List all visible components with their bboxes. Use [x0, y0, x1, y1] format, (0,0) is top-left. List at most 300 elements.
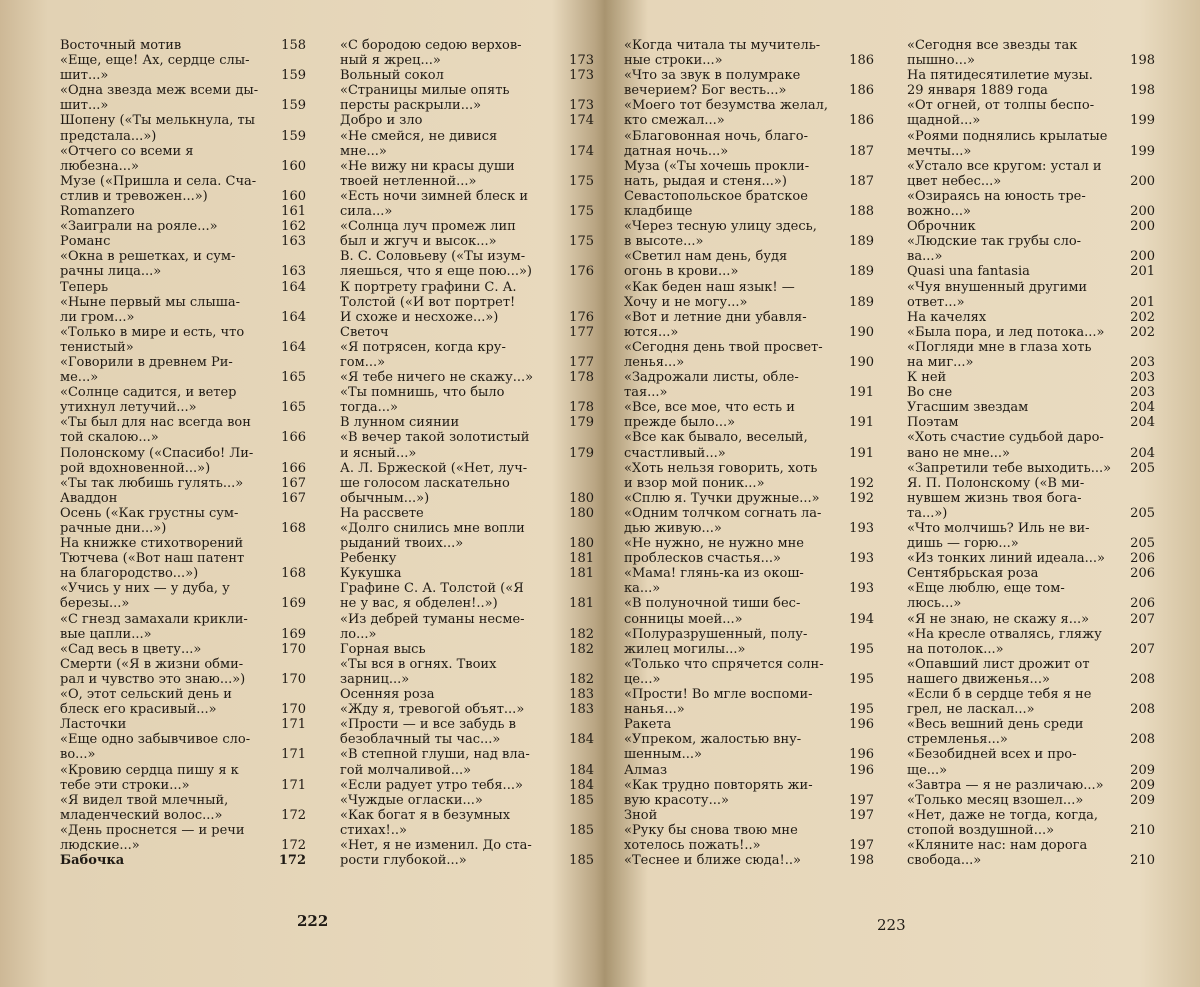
entry-page-number: 181	[569, 551, 594, 567]
entry-page-number: 188	[849, 204, 874, 220]
entry-page-number: 192	[849, 490, 874, 506]
entry-title: Смерти («Я в жизни обми- рал и чувство это знаю...»)	[60, 656, 246, 687]
index-entry	[907, 38, 1155, 68]
entry-page-number: 191	[849, 415, 874, 431]
entry-title: Графине С. А. Толстой («Я не у вас, я обделен!..»)	[340, 581, 524, 612]
entry-page-number: 208	[1130, 671, 1155, 687]
index-entry	[624, 68, 874, 98]
entry-page-number: 196	[849, 762, 874, 778]
entry-title: «В степной глуши, над вла- гой молчаливой...»	[340, 747, 530, 778]
entry-title: «Озираясь на юность тре- вожно...»	[907, 188, 1086, 220]
index-entry	[340, 566, 594, 581]
index-entry	[340, 219, 594, 249]
entry-page-number: 174	[569, 113, 594, 129]
entry-title: «Завтра — я не различаю...»	[907, 777, 1104, 793]
index-entry	[624, 189, 874, 219]
index-entry	[907, 838, 1155, 868]
entry-title: Добро и зло	[340, 113, 423, 129]
entry-page-number: 203	[1130, 354, 1155, 370]
entry-title: Угасшим звездам	[907, 400, 1029, 416]
entry-page-number: 187	[849, 143, 874, 159]
entry-title: «Не вижу ни красы души твоей нетленной...»	[340, 158, 515, 189]
entry-title: На качелях	[907, 309, 987, 325]
entry-title: «Одним толчком согнать ла- дью живую...»	[624, 505, 822, 536]
index-entry	[340, 68, 594, 83]
entry-title: «Теснее и ближе сюда!..»	[624, 853, 801, 869]
index-entry	[907, 400, 1155, 415]
index-entry	[624, 491, 874, 506]
entry-title: «Через тесную улицу здесь, в высоте...»	[624, 219, 817, 250]
index-entry	[60, 491, 306, 506]
entry-title: «Весь вешний день среди стремленья...»	[907, 717, 1084, 748]
index-entry	[907, 627, 1155, 657]
entry-title: «Чуждые огласки...»	[340, 792, 483, 808]
entry-page-number: 197	[849, 837, 874, 853]
entry-page-number: 175	[569, 173, 594, 189]
index-entry	[60, 174, 306, 204]
index-entry	[907, 566, 1155, 581]
entry-page-number: 160	[281, 158, 306, 174]
entry-title: «От огней, от толпы беспо- щадной...»	[907, 98, 1095, 129]
entry-page-number: 182	[569, 671, 594, 687]
index-entry	[624, 430, 874, 460]
index-entry	[60, 717, 306, 732]
entry-page-number: 175	[569, 204, 594, 220]
entry-title: «Светил нам день, будя огонь в крови...»	[624, 249, 788, 280]
entry-title: Quasi una fantasia	[907, 264, 1030, 280]
entry-page-number: 176	[569, 264, 594, 280]
index-entry	[907, 385, 1155, 400]
entry-title: «Кляните нас: нам дорога свобода...»	[907, 837, 1088, 869]
index-entry	[624, 853, 874, 868]
index-entry	[340, 642, 594, 657]
entry-page-number: 180	[569, 536, 594, 552]
entry-page-number: 189	[849, 234, 874, 250]
index-entry	[60, 144, 306, 174]
index-entry	[624, 657, 874, 687]
entry-page-number: 195	[849, 641, 874, 657]
entry-page-number: 178	[569, 400, 594, 416]
entry-page-number: 198	[1130, 53, 1155, 69]
entry-page-number: 209	[1130, 792, 1155, 808]
entry-title: Romanzero	[60, 204, 135, 220]
index-entry	[907, 521, 1155, 551]
entry-title: «Ты помнишь, что было тогда...»	[340, 385, 505, 416]
index-entry	[624, 280, 874, 310]
index-entry	[340, 38, 594, 68]
index-entry	[907, 310, 1155, 325]
entry-title: Ракета	[624, 717, 672, 733]
entry-title: «Ты так любишь гулять...»	[60, 475, 244, 491]
entry-page-number: 158	[281, 38, 306, 53]
entry-page-number: 185	[569, 822, 594, 838]
entry-title: «Моего тот безумства желал, кто смежал...»	[624, 98, 828, 129]
entry-title: «Ты был для нас всегда вон той скалою...»	[60, 415, 251, 446]
entry-page-number: 173	[569, 98, 594, 114]
index-entry	[60, 38, 306, 53]
entry-title: «День проснется — и речи людские...»	[60, 822, 245, 853]
index-entry	[60, 823, 306, 853]
entry-title: «Учись у них — у дуба, у березы...»	[60, 581, 230, 612]
entry-page-number: 161	[281, 204, 306, 220]
entry-title: «Отчего со всеми я любезна...»	[60, 143, 194, 174]
index-entry	[60, 476, 306, 491]
index-entry	[340, 129, 594, 159]
entry-page-number: 200	[1130, 204, 1155, 220]
entry-page-number: 195	[849, 671, 874, 687]
entry-page-number: 207	[1130, 611, 1155, 627]
index-entry	[60, 732, 306, 762]
entry-title: «Если радует утро тебя...»	[340, 777, 523, 793]
entry-title: Муза («Ты хочешь прокли- нать, рыдая и стеня...»)	[624, 158, 810, 189]
entry-title: «Только что спрячется солн- це...»	[624, 656, 824, 687]
entry-title: «Жду я, тревогой объят...»	[340, 702, 525, 718]
index-entry	[340, 687, 594, 702]
entry-page-number: 179	[569, 445, 594, 461]
entry-page-number: 196	[849, 717, 874, 733]
entry-title: «Что молчишь? Иль не ви- дишь — горю...»	[907, 521, 1090, 552]
index-entry	[907, 189, 1155, 219]
entry-title: «Не нужно, не нужно мне проблесков счастья...»	[624, 536, 805, 567]
entry-title: «Заиграли на рояле...»	[60, 219, 218, 235]
entry-page-number: 181	[569, 566, 594, 582]
entry-page-number: 182	[569, 641, 594, 657]
right-page	[622, 38, 1157, 968]
index-entry	[340, 717, 594, 747]
index-entry	[624, 370, 874, 400]
entry-title: Шопену («Ты мелькнула, ты предстала...»)	[60, 113, 256, 144]
entry-title: «Если б в сердце тебя я не грел, не ласкал...»	[907, 687, 1092, 718]
index-entry	[907, 129, 1155, 159]
index-entry	[60, 280, 306, 295]
entry-title: Алмаз	[624, 762, 668, 778]
entry-title: «Все как бывало, веселый, счастливый...»	[624, 430, 808, 461]
index-entry	[624, 778, 874, 808]
index-entry	[340, 793, 594, 808]
entry-title: Светоч	[340, 324, 389, 340]
index-entry	[624, 340, 874, 370]
index-entry	[60, 853, 306, 868]
entry-page-number: 172	[278, 853, 306, 869]
index-entry	[907, 717, 1155, 747]
index-entry	[340, 506, 594, 521]
entry-page-number: 167	[281, 475, 306, 491]
index-entry	[340, 551, 594, 566]
entry-title: Поэтам	[907, 415, 959, 431]
index-entry	[907, 551, 1155, 566]
entry-title: «С гнезд замахали крикли- вые цапли...»	[60, 611, 248, 642]
entry-title: «Нет, я не изменил. До ста- рости глубокой...»	[340, 837, 532, 869]
entry-title: «Страницы милые опять персты раскрыли...»	[340, 83, 510, 114]
index-entry	[340, 581, 594, 611]
index-entry	[907, 415, 1155, 430]
entry-title: Осенняя роза	[340, 687, 435, 703]
index-entry	[624, 310, 874, 340]
index-entry	[624, 763, 874, 778]
entry-title: «Я потрясен, когда кру- гом...»	[340, 339, 506, 370]
index-entry	[624, 596, 874, 626]
entry-page-number: 164	[281, 309, 306, 325]
entry-title: «Вот и летние дни убавля- ются...»	[624, 309, 807, 340]
entry-page-number: 191	[849, 445, 874, 461]
index-entry	[624, 536, 874, 566]
entry-page-number: 169	[281, 596, 306, 612]
entry-page-number: 173	[569, 53, 594, 69]
entry-title: «Хоть нельзя говорить, хоть и взор мой поник...»	[624, 460, 818, 491]
index-entry	[907, 747, 1155, 777]
index-entry	[907, 808, 1155, 838]
index-entry	[60, 612, 306, 642]
entry-title: «Руку бы снова твою мне хотелось пожать!..»	[624, 822, 798, 853]
entry-title: Аваддон	[60, 490, 118, 506]
entry-page-number: 183	[569, 702, 594, 718]
entry-page-number: 199	[1130, 143, 1155, 159]
entry-title: «Я видел твой млечный, младенческий волос...»	[60, 792, 229, 823]
entry-page-number: 163	[281, 264, 306, 280]
index-entry	[60, 325, 306, 355]
index-entry	[340, 415, 594, 430]
entry-page-number: 171	[281, 747, 306, 763]
right-page-number: 223	[877, 916, 906, 934]
entry-page-number: 194	[849, 611, 874, 627]
entry-page-number: 189	[849, 264, 874, 280]
index-entry	[60, 581, 306, 611]
entry-title: «Погляди мне в глаза хоть на миг...»	[907, 339, 1092, 370]
entry-title: Бабочка	[60, 853, 125, 869]
entry-title: «Полуразрушенный, полу- жилец могилы...»	[624, 626, 808, 657]
index-entry	[340, 83, 594, 113]
entry-title: На рассвете	[340, 505, 424, 521]
index-entry	[624, 400, 874, 430]
left-page	[52, 38, 600, 968]
entry-title: Полонскому («Спасибо! Ли- рой вдохновенной...»)	[60, 445, 254, 476]
entry-title: Ребенку	[340, 551, 397, 567]
entry-title: В. С. Соловьеву («Ты изум- ляешься, что я еще пою...»)	[340, 249, 532, 280]
index-entry	[624, 461, 874, 491]
entry-page-number: 206	[1130, 596, 1155, 612]
index-entry	[340, 249, 594, 279]
entry-title: «Еще, еще! Ах, сердце слы- шит...»	[60, 53, 250, 84]
entry-title: Кукушка	[340, 566, 402, 582]
entry-title: Восточный мотив	[60, 38, 182, 53]
index-entry	[907, 234, 1155, 264]
entry-page-number: 199	[1130, 113, 1155, 129]
entry-page-number: 159	[281, 68, 306, 84]
index-entry	[907, 612, 1155, 627]
entry-title: «Задрожали листы, обле- тая...»	[624, 370, 799, 401]
entry-page-number: 163	[281, 234, 306, 250]
index-entry	[907, 461, 1155, 476]
entry-title: «Прости — и все забудь в безоблачный ты час...»	[340, 717, 516, 748]
index-entry	[60, 219, 306, 234]
entry-page-number: 185	[569, 792, 594, 808]
index-entry	[60, 415, 306, 445]
entry-title: Сентябрьская роза	[907, 566, 1039, 582]
entry-page-number: 208	[1130, 702, 1155, 718]
index-entry	[340, 461, 594, 506]
entry-page-number: 196	[849, 747, 874, 763]
entry-page-number: 178	[569, 370, 594, 386]
entry-title: «Из тонких линий идеала...»	[907, 551, 1105, 567]
entry-title: «С бородою седою верхов- ный я жрец...»	[340, 38, 522, 69]
index-entry	[907, 778, 1155, 793]
entry-title: «Я не знаю, не скажу я...»	[907, 611, 1090, 627]
entry-page-number: 177	[569, 324, 594, 340]
entry-page-number: 171	[281, 717, 306, 733]
entry-title: «Только в мире и есть, что тенистый»	[60, 324, 245, 355]
entry-page-number: 186	[849, 53, 874, 69]
index-entry	[624, 732, 874, 762]
index-entry	[907, 98, 1155, 128]
index-entry	[907, 159, 1155, 189]
index-entry	[907, 370, 1155, 385]
index-entry	[60, 446, 306, 476]
entry-page-number: 208	[1130, 732, 1155, 748]
entry-page-number: 190	[849, 354, 874, 370]
entry-title: «Когда читала ты мучитель- ные строки...»	[624, 38, 821, 69]
left-page-column-2	[340, 38, 594, 868]
index-entry	[907, 793, 1155, 808]
entry-title: «Ты вся в огнях. Твоих зарниц...»	[340, 656, 497, 687]
index-entry	[340, 385, 594, 415]
entry-page-number: 192	[849, 475, 874, 491]
entry-page-number: 180	[569, 490, 594, 506]
entry-page-number: 179	[569, 415, 594, 431]
index-entry	[907, 581, 1155, 611]
entry-page-number: 170	[281, 641, 306, 657]
index-entry	[624, 687, 874, 717]
entry-title: Музе («Пришла и села. Сча- стлив и тревожен...»)	[60, 173, 257, 204]
entry-title: «Еще люблю, еще том- люсь...»	[907, 581, 1065, 612]
index-entry	[60, 657, 306, 687]
index-entry	[907, 280, 1155, 310]
index-entry	[907, 657, 1155, 687]
entry-page-number: 205	[1130, 536, 1155, 552]
entry-page-number: 203	[1130, 370, 1155, 386]
index-entry	[340, 521, 594, 551]
entry-page-number: 159	[281, 98, 306, 114]
entry-page-number: 205	[1130, 460, 1155, 476]
entry-page-number: 190	[849, 324, 874, 340]
index-entry	[60, 385, 306, 415]
entry-page-number: 198	[1130, 83, 1155, 99]
index-entry	[60, 53, 306, 83]
entry-title: «Есть ночи зимней блеск и сила...»	[340, 188, 529, 220]
entry-page-number: 203	[1130, 385, 1155, 401]
entry-page-number: 187	[849, 173, 874, 189]
entry-title: Теперь	[60, 279, 109, 295]
entry-title: «Как трудно повторять жи- вую красоту...»	[624, 777, 813, 808]
entry-title: «Ныне первый мы слыша- ли гром...»	[60, 294, 240, 325]
entry-title: Оброчник	[907, 219, 976, 235]
entry-title: К портрету графини С. А. Толстой («И вот портрет! И схоже и несхоже...»)	[340, 279, 517, 325]
entry-title: В лунном сиянии	[340, 415, 460, 431]
index-entry	[624, 566, 874, 596]
entry-title: «Сегодня день твой просвет- ленья...»	[624, 339, 823, 370]
entry-title: Во сне	[907, 385, 953, 401]
index-entry	[624, 98, 874, 128]
index-entry	[60, 249, 306, 279]
entry-page-number: 170	[281, 671, 306, 687]
entry-title: «Запретили тебе выходить...»	[907, 460, 1112, 476]
entry-page-number: 198	[849, 853, 874, 869]
entry-title: «Прости! Во мгле воспоми- нанья...»	[624, 687, 813, 718]
index-entry	[60, 536, 306, 581]
entry-title: «Как богат я в безумных стихах!..»	[340, 807, 511, 838]
entry-page-number: 201	[1130, 294, 1155, 310]
entry-page-number: 176	[569, 309, 594, 325]
entry-page-number: 204	[1130, 415, 1155, 431]
left-page-column-1	[60, 38, 306, 868]
entry-title: Вольный сокол	[340, 68, 444, 84]
entry-title: «Опавший лист дрожит от нашего движенья...»	[907, 656, 1090, 687]
entry-page-number: 166	[281, 460, 306, 476]
index-entry	[624, 717, 874, 732]
index-entry	[60, 763, 306, 793]
index-entry	[340, 838, 594, 868]
entry-title: На книжке стихотворений Тютчева («Вот наш патент на благородство...»)	[60, 536, 245, 582]
index-entry	[907, 430, 1155, 460]
entry-page-number: 182	[569, 626, 594, 642]
entry-page-number: 166	[281, 430, 306, 446]
entry-page-number: 200	[1130, 173, 1155, 189]
entry-page-number: 200	[1130, 219, 1155, 235]
index-entry	[340, 612, 594, 642]
entry-title: «Была пора, и лед потока...»	[907, 324, 1105, 340]
entry-page-number: 193	[849, 551, 874, 567]
index-entry	[907, 325, 1155, 340]
index-entry	[340, 325, 594, 340]
index-entry	[907, 219, 1155, 234]
index-entry	[60, 642, 306, 657]
entry-page-number: 209	[1130, 762, 1155, 778]
index-entry	[340, 370, 594, 385]
entry-page-number: 164	[281, 339, 306, 355]
entry-page-number: 186	[849, 113, 874, 129]
index-entry	[340, 189, 594, 219]
entry-title: «Долго снились мне вопли рыданий твоих...»	[340, 521, 525, 552]
entry-page-number: 165	[281, 370, 306, 386]
entry-title: Зной	[624, 807, 658, 823]
entry-title: «Я тебе ничего не скажу...»	[340, 370, 534, 386]
entry-page-number: 191	[849, 385, 874, 401]
entry-page-number: 202	[1130, 309, 1155, 325]
index-entry	[60, 113, 306, 143]
index-entry	[340, 280, 594, 325]
entry-page-number: 186	[849, 83, 874, 99]
index-entry	[624, 159, 874, 189]
entry-title: «Все, все мое, что есть и прежде было...»	[624, 400, 795, 431]
entry-page-number: 172	[281, 837, 306, 853]
entry-page-number: 177	[569, 354, 594, 370]
entry-title: «Только месяц взошел...»	[907, 792, 1084, 808]
index-entry	[340, 808, 594, 838]
index-entry	[60, 295, 306, 325]
entry-title: «Сад весь в цвету...»	[60, 641, 202, 657]
entry-page-number: 180	[569, 505, 594, 521]
index-entry	[60, 506, 306, 536]
entry-page-number: 204	[1130, 400, 1155, 416]
entry-page-number: 168	[281, 521, 306, 536]
entry-page-number: 206	[1130, 566, 1155, 582]
index-entry	[624, 506, 874, 536]
index-entry	[624, 219, 874, 249]
entry-title: «Солнца луч промеж лип был и жгуч и высок...»	[340, 219, 516, 250]
entry-page-number: 160	[281, 188, 306, 204]
entry-page-number: 164	[281, 279, 306, 295]
entry-title: «Хоть счастие судьбой даро- вано не мне...»	[907, 430, 1104, 461]
entry-page-number: 162	[281, 219, 306, 235]
